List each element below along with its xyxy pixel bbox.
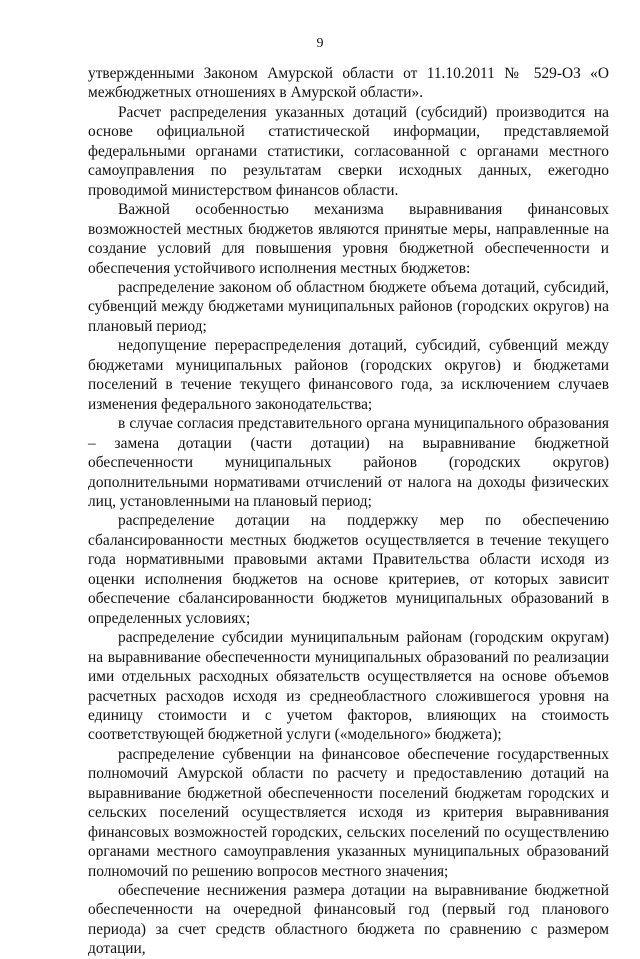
- list-item-subvention-distribution: распределение субвенции на финансовое обеспечение государственных полномочий Амурской области по расчету и предоставлению дотаций на выравнивание бюджетной обеспеченности поселений бюджетам городских и сельских поселений осуществляется исходя из критерия выравнивания финансовых возможностей городских, сельских поселений по осуществлению органами местного самоуправления указанных муниципальных образований полномочий по решению вопросов местного значения;: [88, 745, 609, 880]
- list-item-no-redistribution: недопущение перераспределения дотаций, субсидий, субвенций между бюджетами муниципальных районов (городских округов) и бюджетами поселений в течение текущего финансового года, за исключением случаев изменения федерального законодательства;: [88, 337, 609, 413]
- body-text: [88, 64, 609, 959]
- page-number: 9: [316, 36, 324, 51]
- list-item-non-reduction: обеспечение неснижения размера дотации на выравнивание бюджетной обеспеченности на очередной финансовый год (первый год планового периода) за счет средств областного бюджета по сравнению с размером дотации,: [88, 882, 609, 958]
- paragraph-measures-intro: Важной особенностью механизма выравнивания финансовых возможностей местных бюджетов являются принятые меры, направленные на создание условий для повышения уровня бюджетной обеспеченности и обеспечения устойчивого исполнения местных бюджетов:: [88, 201, 609, 277]
- paragraph-calculation: Расчет распределения указанных дотаций (субсидий) производится на основе официальной статистической информации, представляемой федеральными органами статистики, согласованной с органами местного самоуправления по результатам сверки исходных данных, ежегодно проводимой министерством финансов области.: [88, 103, 609, 199]
- list-item-subsidy-replacement: в случае согласия представительного органа муниципального образования – замена дотации (части дотации) на выравнивание бюджетной обеспеченности муниципальных районов (городских округов) дополнительными нормативами отчислений от налога на доходы физических лиц, установленными на плановый период;: [88, 415, 609, 510]
- paragraph-continuation: утвержденными Законом Амурской области от 11.10.2011 № 529-ОЗ «О межбюджетных отношениях в Амурской области».: [88, 65, 609, 102]
- list-item-equalization-subsidy: распределение субсидии муниципальным районам (городским округам) на выравнивание обеспеченности муниципальных образований по реализации ими отдельных расходных обязательств осуществляется на основе объемов расчетных расходов исходя из среднеобластного сложившегося уровня на единицу стоимости и с учетом факторов, влияющих на стоимость соответствующей бюджетной услуги («модельного» бюджета);: [88, 629, 609, 744]
- list-item-balance-subsidy: распределение дотации на поддержку мер по обеспечению сбалансированности местных бюджетов осуществляется в течение текущего года нормативными правовыми актами Правительства области исходя из оценки исполнения бюджетов на основе критериев, от которых зависит обеспечение сбалансированности бюджетов муниципальных образований в определенных условиях;: [88, 512, 609, 627]
- list-item-distribution-by-law: распределение законом об областном бюджете объема дотаций, субсидий, субвенций между бюджетами муниципальных районов (городских округов) на плановый период;: [88, 278, 609, 335]
